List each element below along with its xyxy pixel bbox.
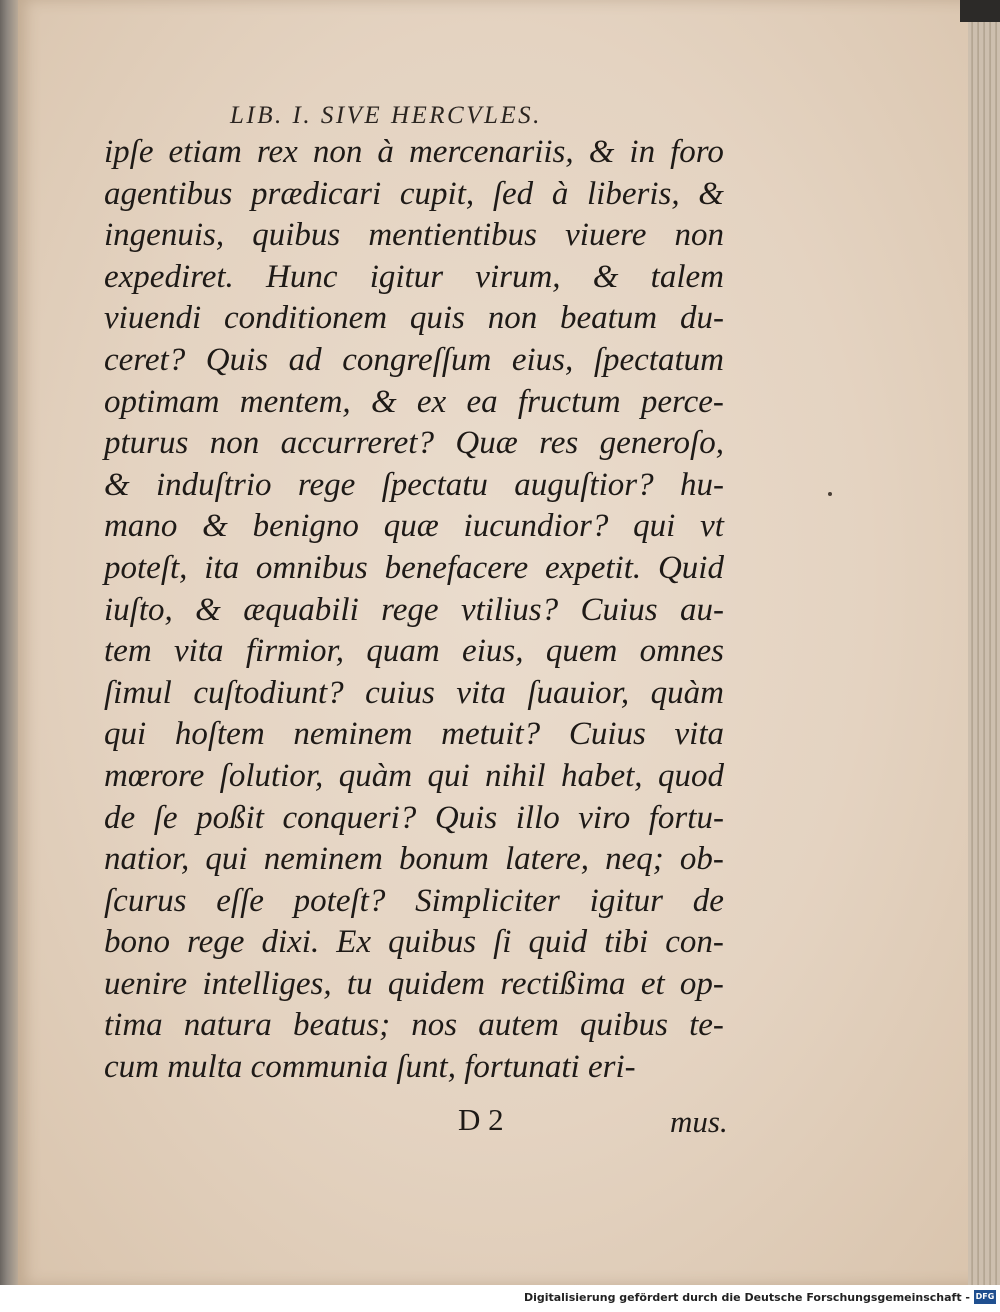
text-line: iuſto, & æquabili rege vtilius? Cuius au- [104,591,724,628]
text-line: cum multa communia ſunt, fortunati eri- [104,1049,636,1086]
text-line: ipſe etiam rex non à mercenariis, & in foro [104,134,724,170]
text-line: pturus non accurreret? Quæ res generoſo, [104,425,724,462]
running-head: LIB. I. SIVE HERCVLES. [230,102,542,129]
text-line: de ſe poßit conqueri? Quis illo viro fortu- [104,799,724,836]
text-line: ſcurus eſſe poteſt? Simpliciter igitur de [104,882,724,919]
text-line: mœrore ſolutior, quàm qui nihil habet, quod [104,757,724,794]
text-line: poteſt, ita omnibus benefacere expetit. Quid [104,549,724,586]
text-line: bono rege dixi. Ex quibus ſi quid tibi con- [104,924,724,961]
catchword: mus. [670,1104,728,1139]
text-line: uenire intelliges, tu quidem rectißima et op- [104,965,724,1002]
paper-speck [828,492,832,496]
text-line: qui hoſtem neminem metuit? Cuius vita [104,716,724,753]
text-line: & induſtrio rege ſpectatu auguſtior? hu- [104,466,724,503]
text-line: natior, qui neminem bonum latere, neq; ob- [104,841,724,878]
text-line: tem vita firmior, quam eius, quem omnes [104,633,724,670]
text-line: mano & benigno quæ iucundior? qui vt [104,508,724,545]
text-line: optimam mentem, & ex ea fructum perce- [104,383,724,420]
text-line: tima natura beatus; nos autem quibus te- [104,1007,724,1044]
text-line: viuendi conditionem quis non beatum du- [104,300,724,337]
text-line: ingenuis, quibus mentientibus viuere non [104,217,724,254]
signature-mark: D 2 [458,1102,504,1137]
footer-credit: Digitalisierung gefördert durch die Deutsche Forschungsgemeinschaft - [523,1291,970,1304]
dfg-logo: DFG [974,1290,996,1304]
text-line: ceret? Quis ad congreſſum eius, ſpectatum [104,341,724,378]
body-text [104,132,724,1089]
page-stack-edge [968,0,1000,1285]
text-line: agentibus prædicari cupit, ſed à liberis, & [104,175,724,212]
scan-corner [960,0,1000,22]
book-binding-edge [0,0,18,1285]
text-line: expediret. Hunc igitur virum, & talem [104,258,724,295]
text-line: ſimul cuſtodiunt? cuius vita ſuauior, quàm [104,674,724,711]
